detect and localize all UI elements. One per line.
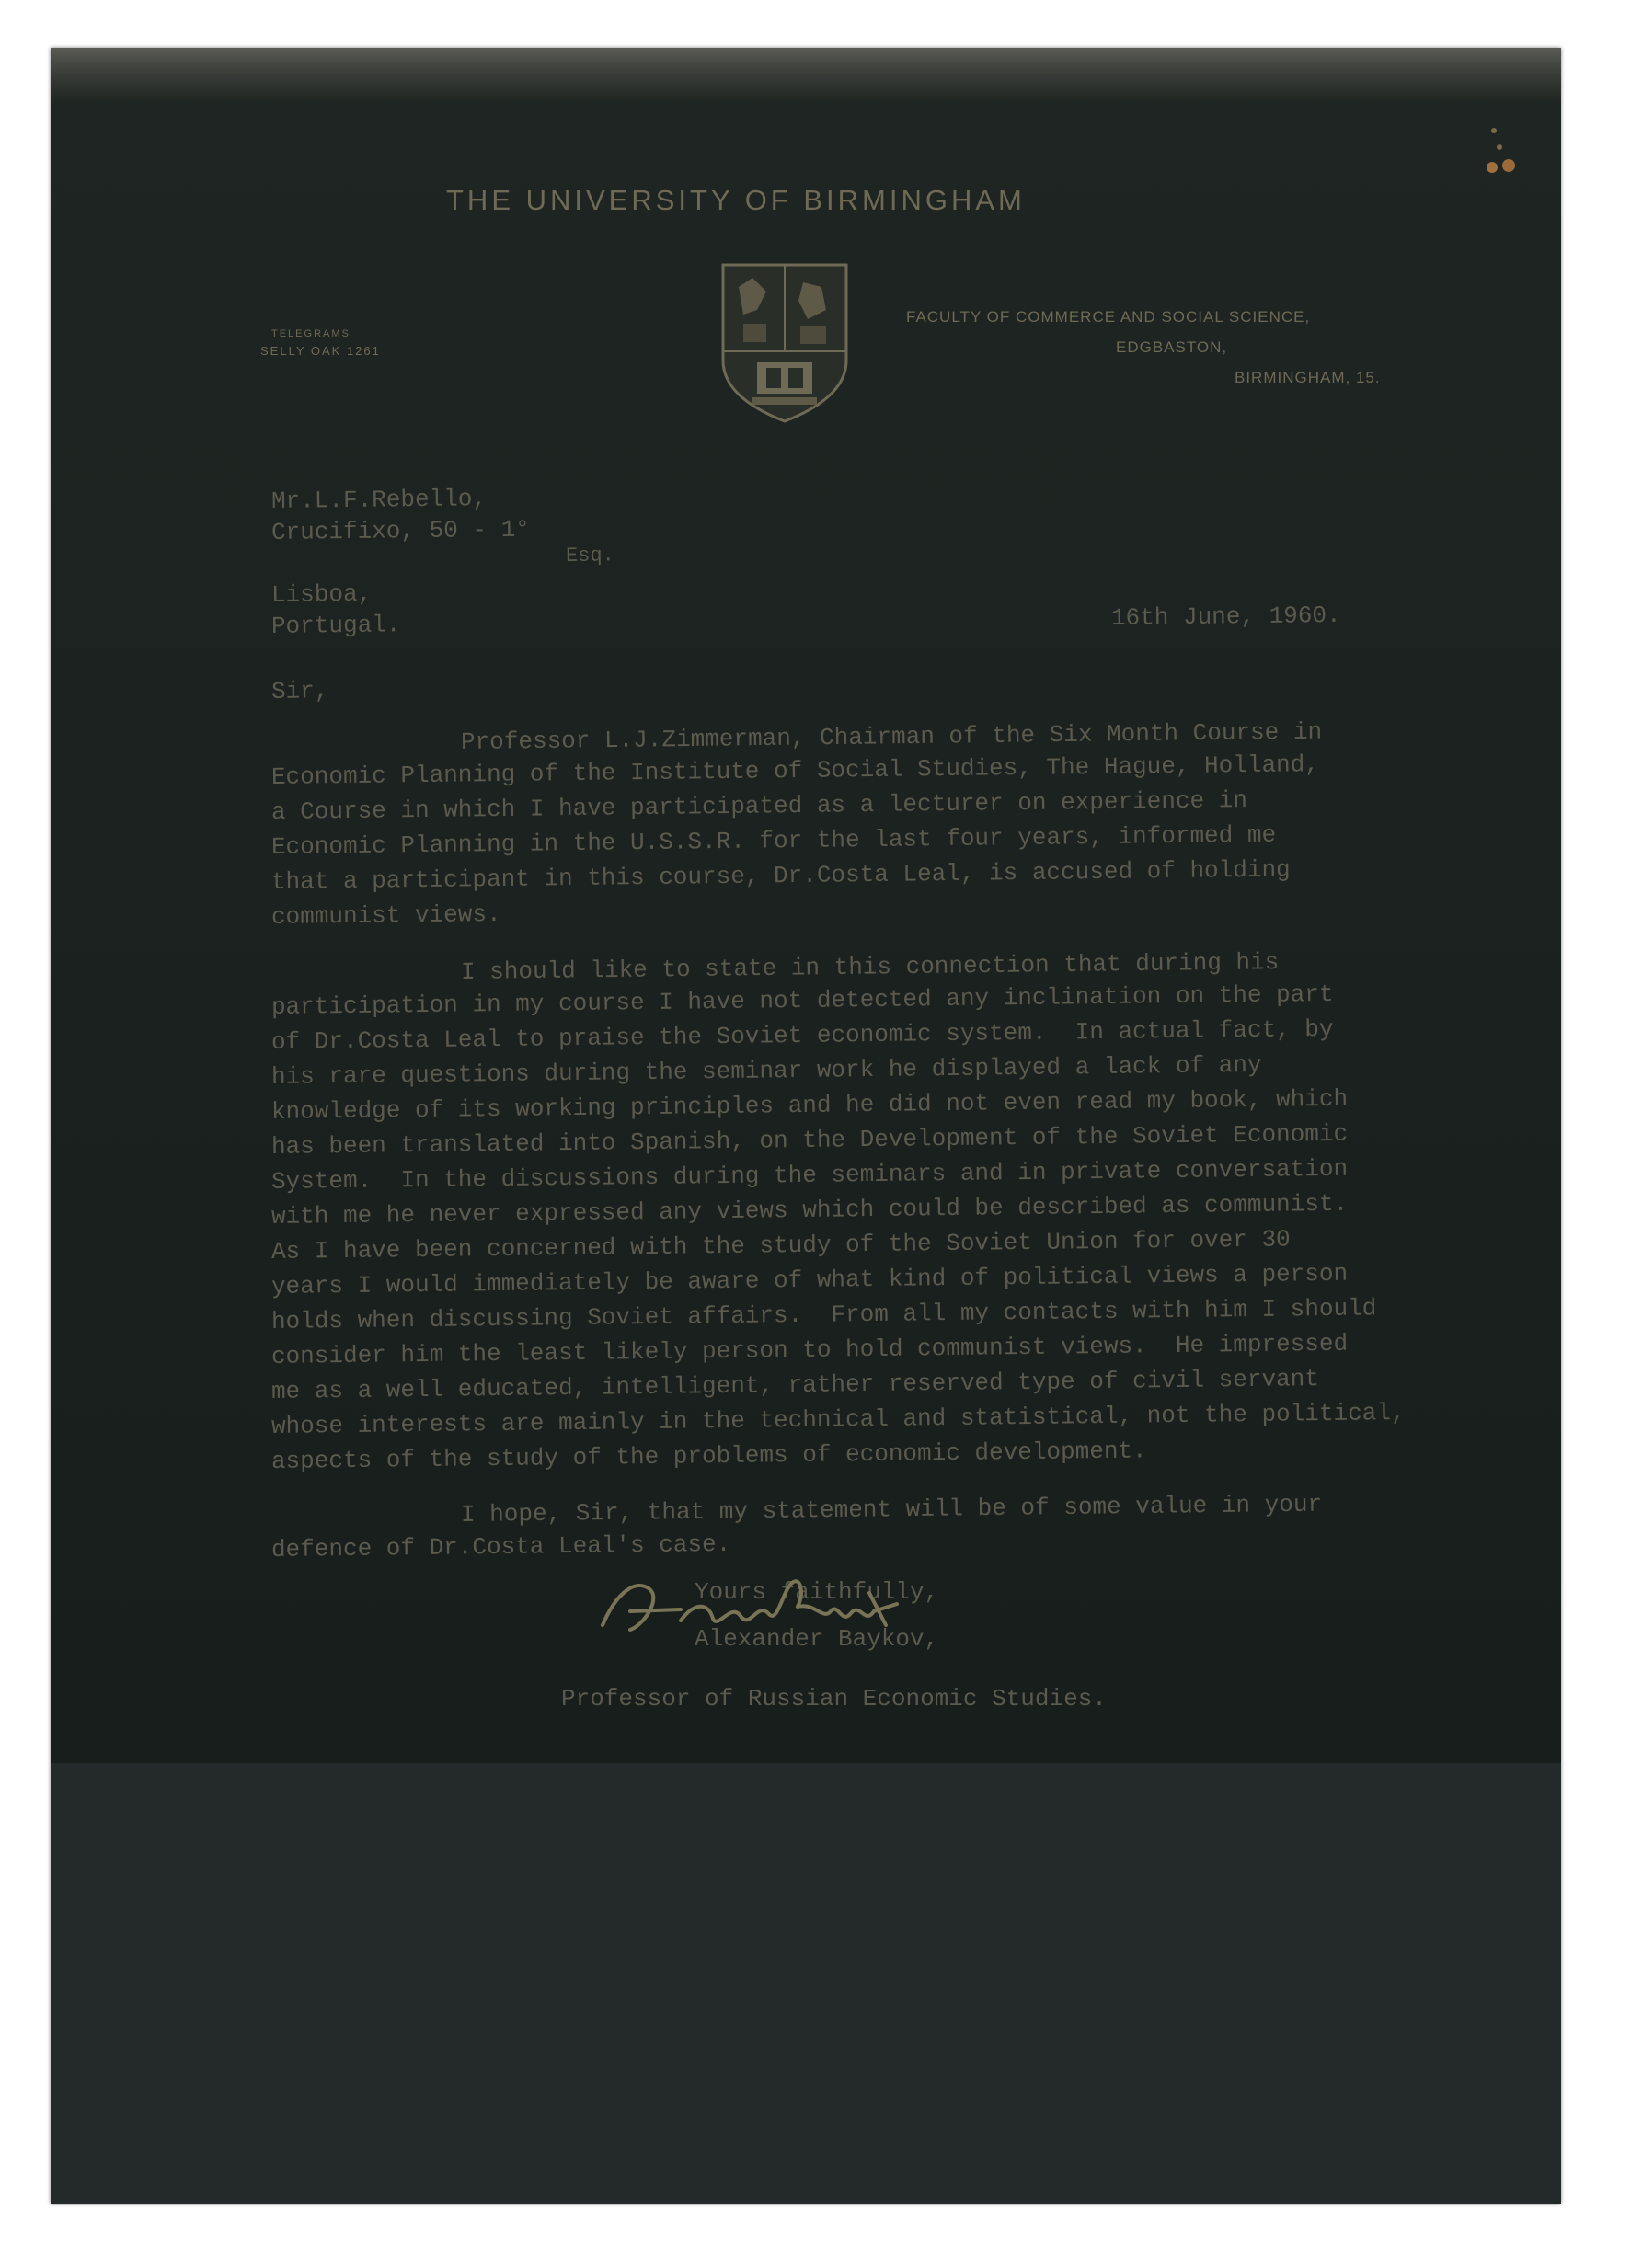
signer-name: Alexander Baykov, bbox=[695, 1625, 939, 1653]
paragraph-line: his rare questions during the seminar work he displayed a lack of any bbox=[270, 1050, 1262, 1091]
letterhead-university: THE UNIVERSITY OF BIRMINGHAM bbox=[446, 184, 1026, 216]
recipient-line: Portugal. bbox=[270, 611, 401, 640]
paragraph-line: Professor L.J.Zimmerman, Chairman of the Six Month Course in bbox=[460, 717, 1323, 756]
letter-date: 16th June, 1960. bbox=[1110, 601, 1341, 632]
paragraph-line: me as a well educated, intelligent, rather reserved type of civil servant bbox=[270, 1365, 1320, 1405]
paragraph-line: Economic Planning of the Institute of Social Studies, The Hague, Holland, bbox=[270, 750, 1320, 791]
paragraph-line: aspects of the study of the problems of economic development. bbox=[270, 1437, 1147, 1475]
recipient-line: Lisboa, bbox=[270, 579, 373, 609]
letterhead-faculty: FACULTY OF COMMERCE AND SOCIAL SCIENCE, bbox=[906, 308, 1311, 326]
salutation: Sir, bbox=[270, 677, 329, 705]
university-crest-icon bbox=[716, 259, 854, 425]
paragraph-line: knowledge of its working principles and he did not even read my book, which bbox=[270, 1084, 1349, 1126]
recipient-superscript: Esq. bbox=[565, 544, 614, 567]
paragraph-line: System. In the discussions during the seminars and in private conversation bbox=[270, 1154, 1349, 1196]
paragraph-line: Economic Planning in the U.S.S.R. for the last four years, informed me bbox=[270, 820, 1277, 861]
closing: Yours faithfully, bbox=[695, 1578, 939, 1606]
paragraph-line: has been translated into Spanish, on the Development of the Soviet Economic bbox=[270, 1119, 1349, 1161]
paragraph-line: defence of Dr.Costa Leal's case. bbox=[270, 1529, 731, 1564]
paragraph-line: As I have been concerned with the study of the Soviet Union for over 30 bbox=[270, 1225, 1291, 1266]
letterhead-telephone: SELLY OAK 1261 bbox=[260, 344, 381, 358]
paragraph-line: participation in my course I have not detected any inclination on the part bbox=[270, 979, 1334, 1021]
letterhead-locality: EDGBASTON, bbox=[1116, 338, 1228, 356]
recipient-line: Crucifixo, 50 - 1° bbox=[270, 515, 531, 546]
sheet-lower-band bbox=[51, 1763, 1561, 2204]
paragraph-line: years I would immediately be aware of what kind of political views a person bbox=[270, 1259, 1349, 1300]
paragraph-line: I hope, Sir, that my statement will be of some value in your bbox=[460, 1490, 1323, 1529]
rust-spot-icon bbox=[1481, 121, 1525, 195]
paragraph-line: of Dr.Costa Leal to praise the Soviet economic system. In actual fact, by bbox=[270, 1014, 1334, 1056]
letterhead-telegrams-label: TELEGRAMS bbox=[271, 328, 350, 339]
paragraph-line: holds when discussing Soviet affairs. From all my contacts with him I should bbox=[270, 1294, 1377, 1335]
paragraph-line: I should like to state in this connection that during his bbox=[460, 948, 1280, 986]
paragraph-line: with me he never expressed any views which could be described as communist. bbox=[270, 1189, 1349, 1231]
letterhead-city: BIRMINGHAM, 15. bbox=[1235, 369, 1381, 386]
paragraph-line: whose interests are mainly in the technical and statistical, not the political, bbox=[270, 1398, 1406, 1440]
paragraph-line: consider him the least likely person to hold communist views. He impressed bbox=[270, 1329, 1349, 1370]
letter-sheet bbox=[51, 48, 1561, 2204]
paragraph-line: communist views. bbox=[270, 899, 501, 931]
paragraph-line: a Course in which I have participated as a lecturer on experience in bbox=[270, 786, 1248, 826]
paragraph-line: that a participant in this course, Dr.Costa Leal, is accused of holding bbox=[270, 855, 1291, 896]
recipient-line: Mr.L.F.Rebello, bbox=[270, 485, 488, 515]
signer-title: Professor of Russian Economic Studies. bbox=[561, 1685, 1107, 1712]
